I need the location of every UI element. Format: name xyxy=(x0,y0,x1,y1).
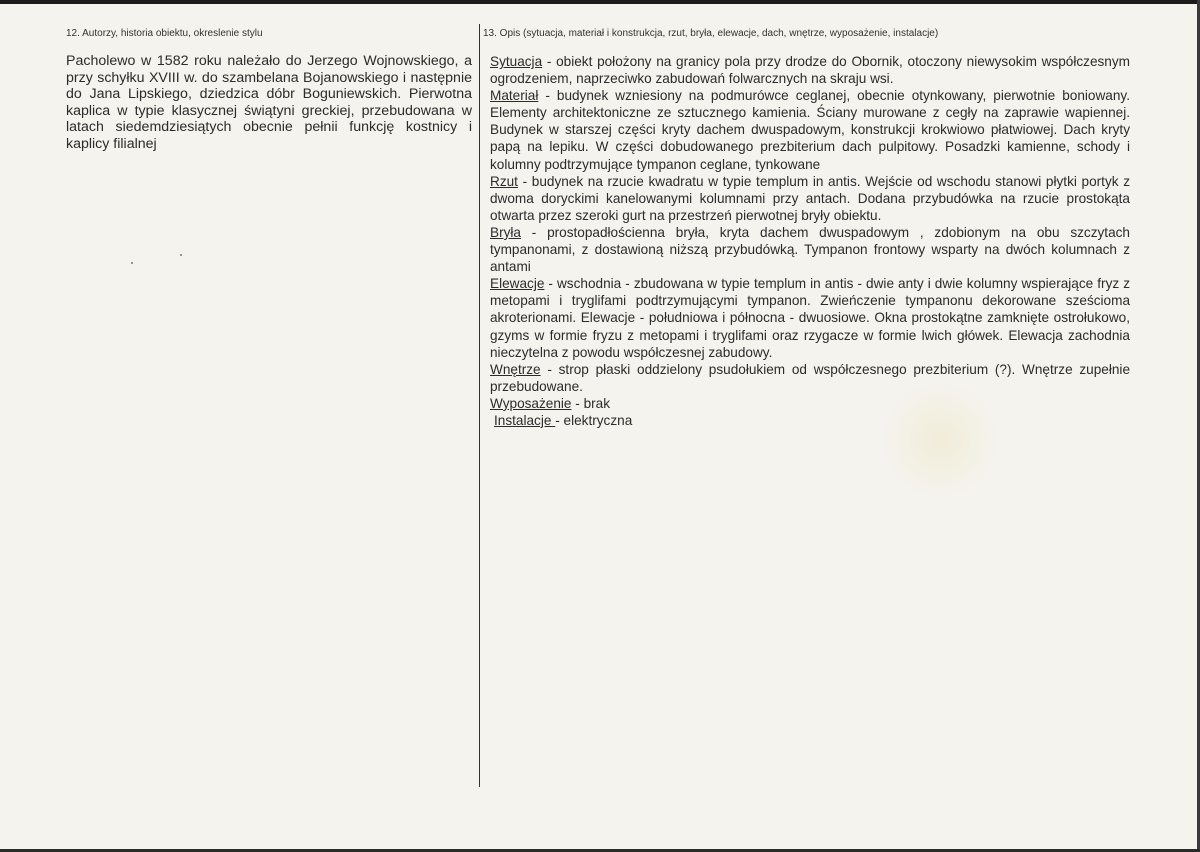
desc-label: Bryła xyxy=(490,224,521,240)
desc-text: - wschodnia - zbudowana w typie templum in antis - dwie anty i dwie kolumny wspierające fryz z metopami i tryglifami podtrzymującymi tympanon. Zwieńczenie tympanonu dekorowane sześcioma akroterionami. Elewacje - południowa i północna - dwuosiowe. Okna prostokątne zamknięte ostrołukowo, gzyms w formie fryzu z metopami i tryglifami oraz rzygacze w formie lwich główek. Elewacja zachodnia nieczytelna z powodu współczesnej zabudowy. xyxy=(490,276,1130,360)
desc-label: Elewacje xyxy=(490,276,545,292)
desc-text: - budynek na rzucie kwadratu w typie templum in antis. Wejście od wschodu stanowi płytki portyk z dwoma doryckimi kanelowanymi kolumnami przy antach. Dodana przybudówka na rzucie prostokąta otwarta przez szeroki gurt na przestrzeń pierwotnej bryły obiektu. xyxy=(490,173,1130,223)
desc-text: - budynek wzniesiony na podmurówce ceglanej, obecnie otynkowany, pierwotnie boniowany. Elementy architektoniczne ze sztucznego kamienia. Ściany murowane z cegły na zaprawie wapiennej. Budynek w starszej części kryty dachem dwuspadowym, konstrukcji krokwiowo płatwiowej. Dach kryty papą na lepiku. W części dobudowanego prezbiterium dach pulpitowy. Posadzki kamienne, schody i kolumny podtrzymujące tympanon ceglane, tynkowane xyxy=(490,88,1130,172)
desc-item-sytuacja xyxy=(490,53,1130,87)
desc-label: Materiał xyxy=(490,88,539,104)
scan-speck xyxy=(180,254,182,256)
desc-text: - strop płaski oddzielony psudołukiem od współczesnego prezbiterium (?). Wnętrze zupełnie przebudowane. xyxy=(490,361,1130,394)
description-body xyxy=(483,53,1130,429)
desc-label: Rzut xyxy=(490,173,518,189)
desc-item-wyposazenie xyxy=(490,395,1130,412)
history-section xyxy=(66,28,474,153)
column-divider xyxy=(479,24,480,787)
desc-item-instalacje xyxy=(490,412,1130,429)
history-text: Pacholewo w 1582 roku należało do Jerzego Wojnowskiego, a przy schyłku XVIII w. do szambelana Bojanowskiego i następnie do Jana Lipskiego, dziedzica dóbr Boguniewskich. Pierwotna kaplica w typie klasycznej świątyni greckiej, przebudowana w latach siedemdziesiątych obecnie pełnii funkcję kostnicy i kaplicy filialnej xyxy=(66,53,472,152)
desc-label: Instalacje xyxy=(494,412,556,428)
desc-label: Sytuacja xyxy=(490,54,543,69)
desc-text: - obiekt położony na granicy pola przy drodze do Obornik, otoczony niewysokim współczesnym ogrodzeniem, naprzeciwko zabudowań folwarcznych na skraju wsi. xyxy=(490,54,1130,87)
description-header: 13. Opis (sytuacja, materiał i konstrukcja, rzut, bryła, elewacje, dach, wnętrze, wyposażenie, instalacje) xyxy=(483,28,939,39)
desc-text: - brak xyxy=(571,395,611,411)
scan-top-edge xyxy=(0,0,1200,4)
desc-text: - prostopadłościenna bryła, kryta dachem dwuspadowym , zdobionym na obu szczytach tympanonami, z dostawioną niższą przybudówką. Tympanon frontowy wsparty na dwóch kolumnach z antami xyxy=(490,224,1130,275)
desc-text: - elektryczna xyxy=(555,412,633,428)
desc-label: Wyposażenie xyxy=(490,395,572,411)
desc-label: Wnętrze xyxy=(490,361,541,377)
description-section xyxy=(483,28,1130,429)
scan-speck xyxy=(131,262,133,264)
desc-item-elewacje xyxy=(490,275,1130,360)
desc-item-rzut xyxy=(490,173,1130,224)
desc-item-bryla xyxy=(490,224,1130,275)
history-header: 12. Autorzy, historia obiektu, okreslenie stylu xyxy=(66,28,263,39)
desc-item-material xyxy=(490,87,1130,172)
desc-item-wnetrze xyxy=(490,361,1130,395)
